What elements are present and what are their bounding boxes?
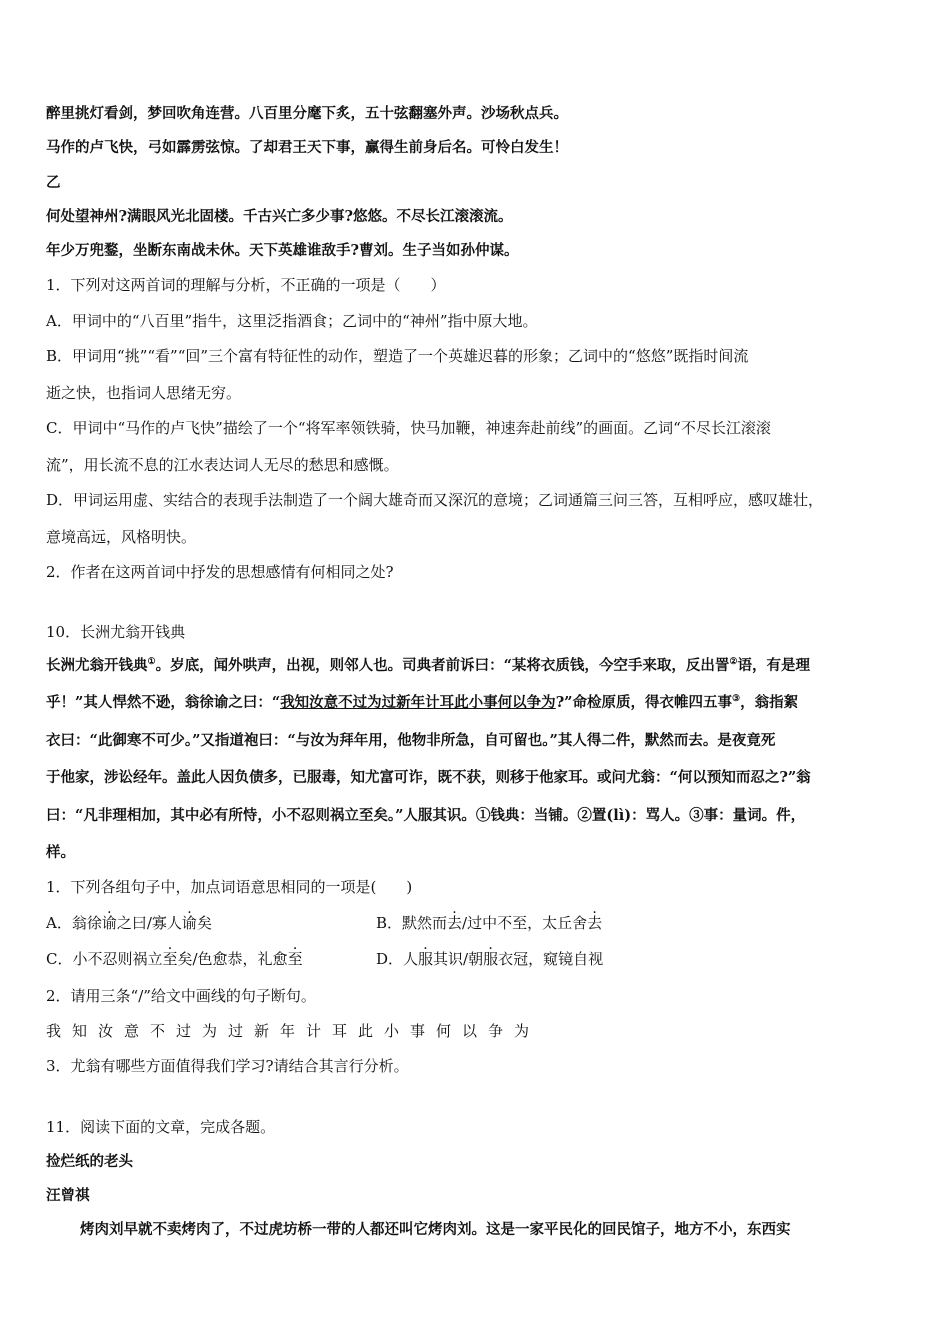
passage-line: 乎！”其人悍然不逊，翁徐谕之曰：“我知汝意不过为过新年计耳此小事何以争为?”命检原质，得衣帷四五事③，翁指絮: [46, 694, 799, 711]
option-line: C．甲词中“马作的卢飞快”描绘了一个“将军率领铁骑，快马加鞭，神速奔赴前线”的画面。乙词“不尽长江滚滚: [46, 419, 771, 437]
article-title: 捡烂纸的老头: [46, 1153, 133, 1170]
article-paragraph: 烤肉刘早就不卖烤肉了，不过虎坊桥一带的人都还叫它烤肉刘。这是一家平民化的回民馆子，地方不小，东西实: [80, 1221, 791, 1238]
option-row-cd: [46, 949, 904, 969]
option-line: A．甲词中的“八百里”指牛，这里泛指酒食；乙词中的“神州”指中原大地。: [46, 312, 538, 330]
option-line: 逝之快，也指词人思绪无穷。: [46, 384, 242, 402]
option-a: A．翁徐谕之曰/寡人谕矣: [46, 914, 212, 932]
question-10-2: 2．请用三条“/”给文中画线的句子断句。: [46, 987, 316, 1005]
poem-line: 马作的卢飞快，弓如霹雳弦惊。了却君王天下事，赢得生前身后名。可怜白发生！: [46, 139, 568, 156]
option-row-ab: [46, 913, 904, 933]
question-2: 2．作者在这两首词中抒发的思想感情有何相同之处?: [46, 563, 394, 581]
option-b: B．默然而去/过中不至，太丘舍去: [376, 914, 603, 932]
section-11-heading: 11．阅读下面的文章，完成各题。: [46, 1118, 276, 1136]
option-line: B．甲词用“挑”“看”“回”三个富有特征性的动作，塑造了一个英雄迟暮的形象；乙词中的“悠悠”既指时间流: [46, 347, 749, 365]
poem-line: 何处望神州?满眼风光北固楼。千古兴亡多少事?悠悠。不尽长江滚滚流。: [46, 208, 513, 225]
option-line: 流”，用长流不息的江水表达词人无尽的愁思和感慨。: [46, 456, 399, 474]
question-1: 1．下列对这两首词的理解与分析，不正确的一项是（ ）: [46, 276, 446, 294]
passage-line: 曰：“凡非理相加，其中必有所恃，小不忍则祸立至矣。”人服其识。①钱典：当铺。②置(lì)：骂人。③事：量词。件，: [46, 807, 806, 824]
poem-line: 醉里挑灯看剑，梦回吹角连营。八百里分麾下炙，五十弦翻塞外声。沙场秋点兵。: [46, 105, 568, 122]
option-c: C．小不忍则祸立至矣/色愈恭，礼愈至: [46, 950, 303, 968]
section-10-heading: 10．长洲尤翁开钱典: [46, 623, 186, 641]
passage-line: 衣曰：“此御寒不可少。”又指道袍曰：“与汝为拜年用，他物非所急，自可留也。”其人得二件，默然而去。是夜竟死: [46, 732, 776, 749]
sentence-to-segment: 我知汝意不过为过新年计耳此小事何以争为: [46, 1022, 541, 1040]
poem-line: 年少万兜鍪，坐断东南战未休。天下英雄谁敌手?曹刘。生子当如孙仲谋。: [46, 242, 519, 259]
option-d: D．人服其识/朝服衣冠，窥镜自视: [376, 950, 604, 968]
poem-label: 乙: [46, 174, 61, 191]
article-author: 汪曾祺: [46, 1187, 90, 1204]
option-line: 意境高远，风格明快。: [46, 528, 197, 546]
question-10-1: 1．下列各组句子中，加点词语意思相同的一项是( ): [46, 878, 413, 896]
question-10-3: 3．尤翁有哪些方面值得我们学习?请结合其言行分析。: [46, 1057, 409, 1075]
passage-line: 于他家，涉讼经年。盖此人因负债多，已服毒，知尤富可诈，既不获，则移于他家耳。或问尤翁：“何以预知而忍之?”翁: [46, 769, 811, 786]
underlined-sentence: 我知汝意不过为过新年计耳此小事何以争为: [280, 694, 556, 711]
passage-line: 长洲尤翁开钱典①。岁底，闻外哄声，出视，则邻人也。司典者前诉曰：“某将衣质钱，今空手来取，反出詈②语，有是理: [46, 657, 810, 674]
passage-line: 样。: [46, 844, 75, 861]
option-line: D．甲词运用虚、实结合的表现手法制造了一个阔大雄奇而又深沉的意境；乙词通篇三问三答，互相呼应，感叹雄壮，: [46, 491, 824, 509]
